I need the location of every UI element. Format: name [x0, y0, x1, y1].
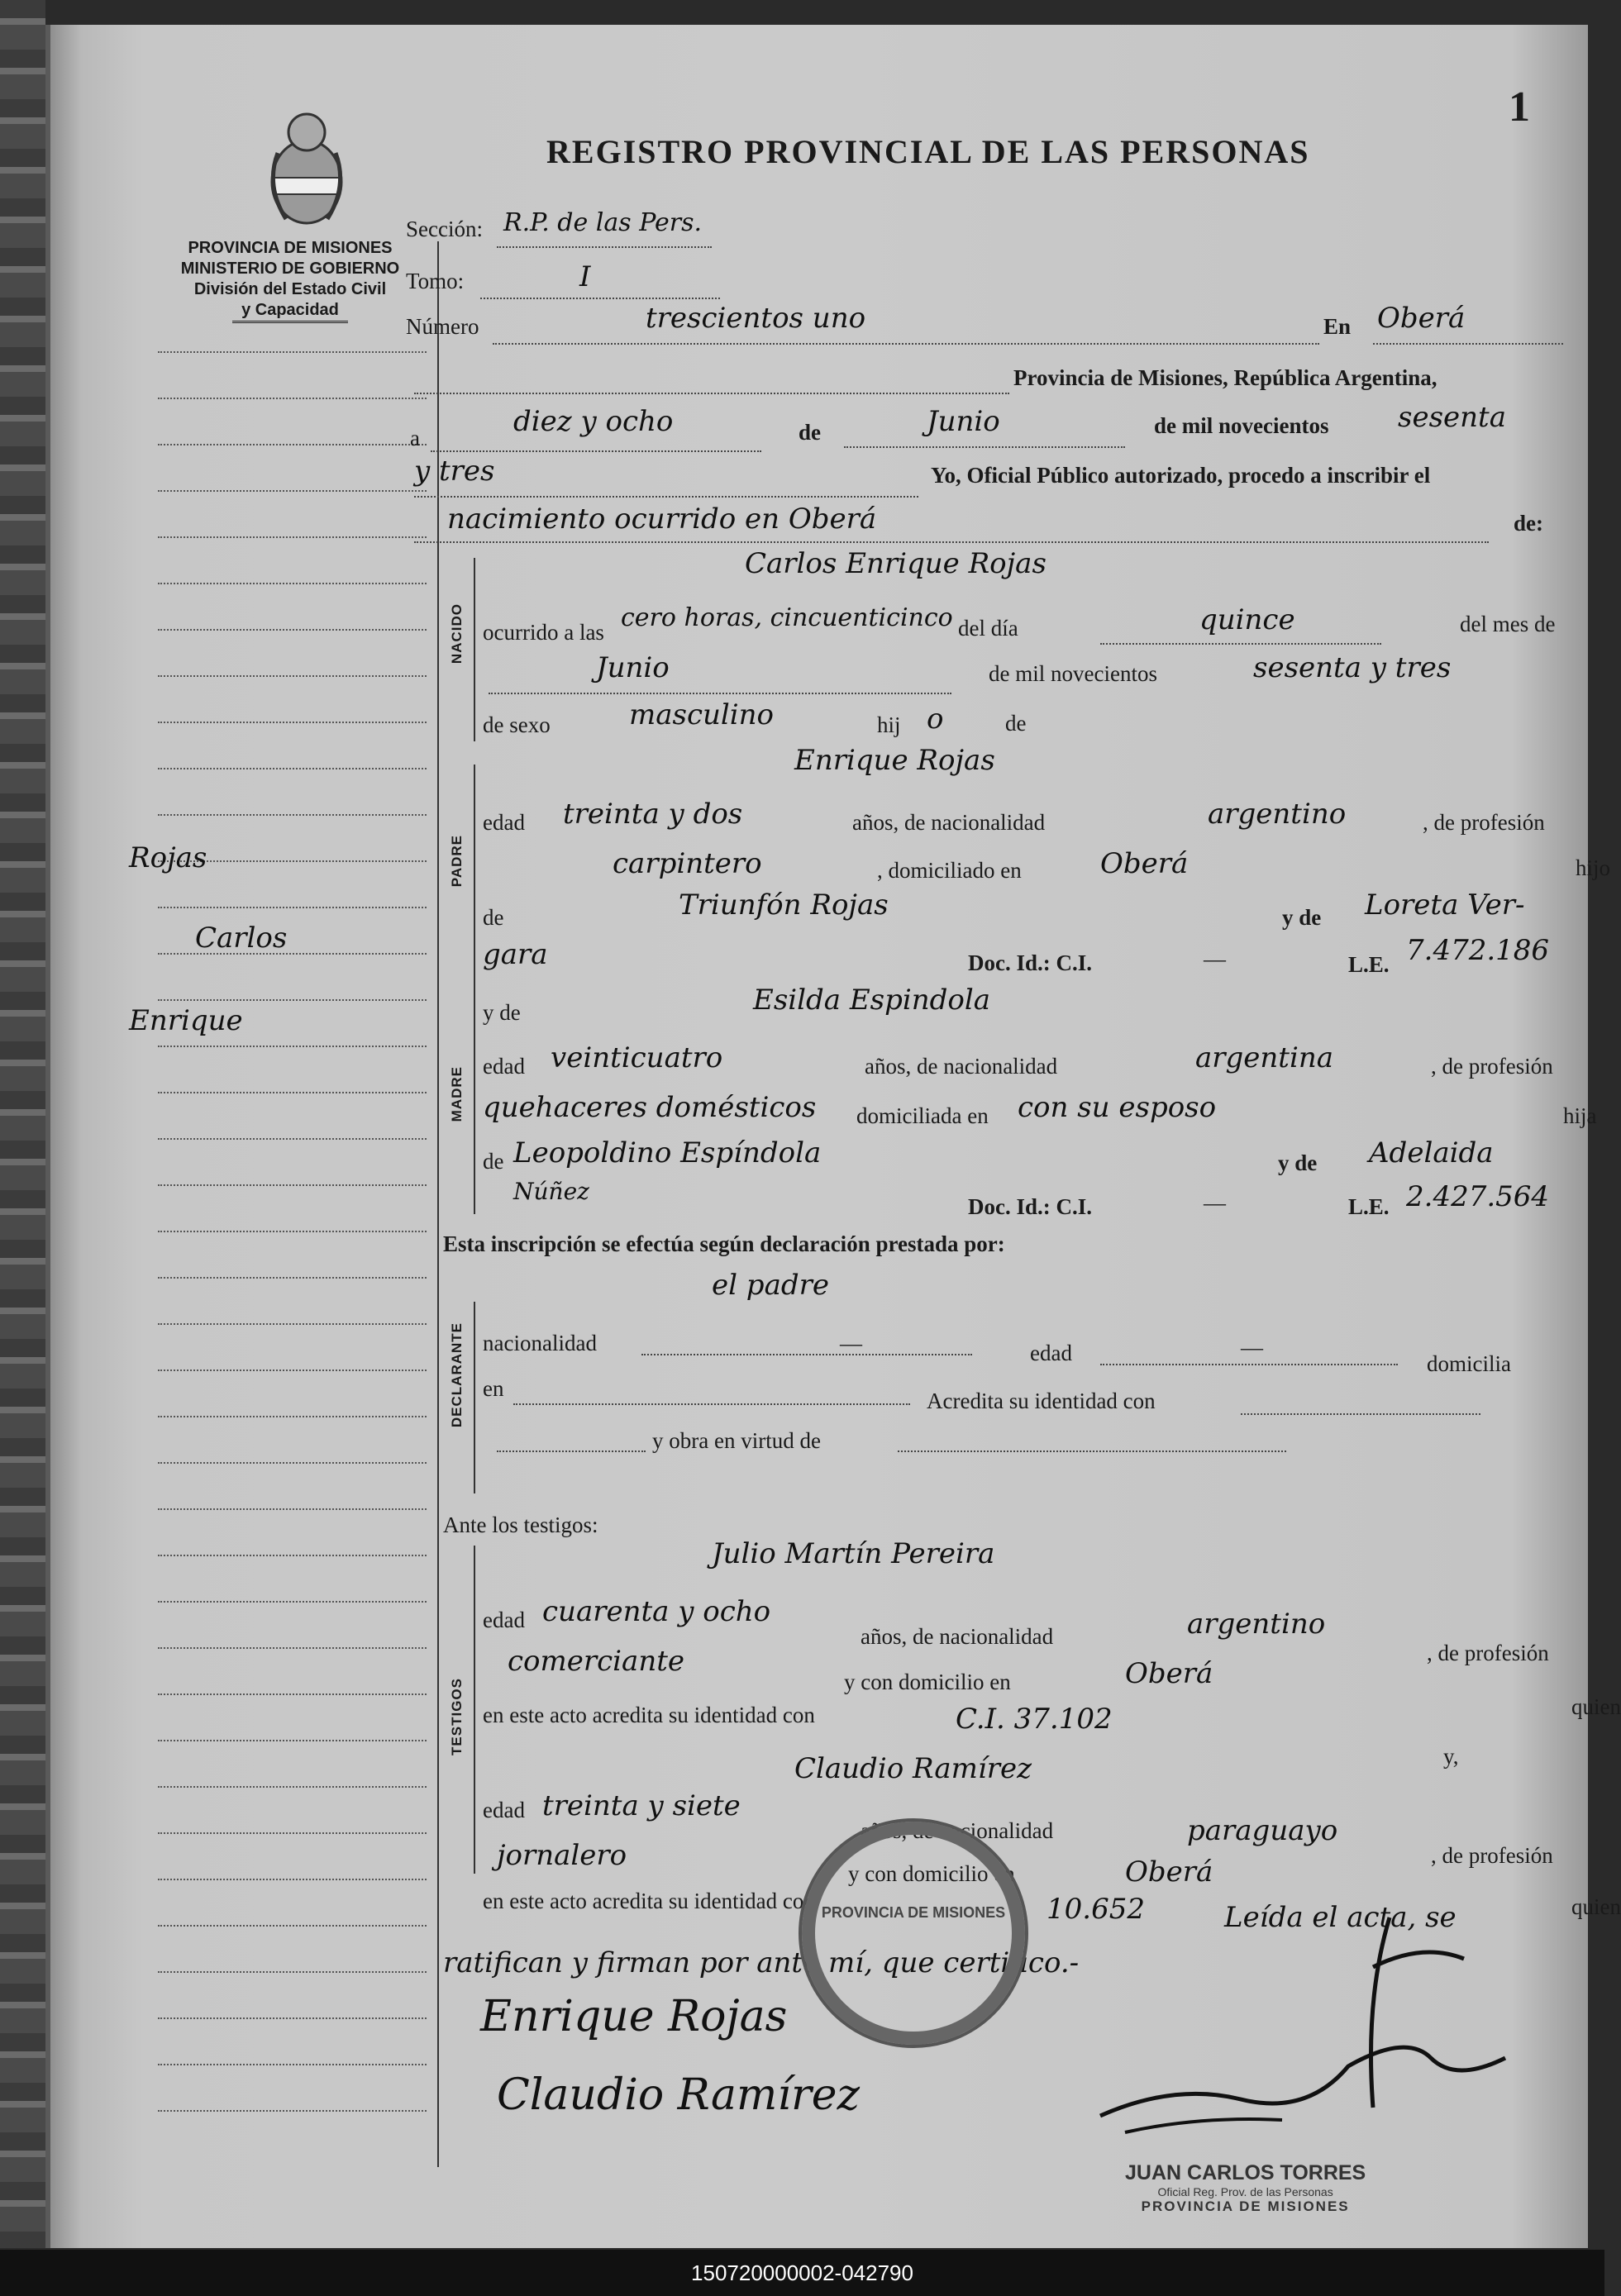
madre-section	[474, 993, 475, 1214]
testigo2-profesion-label: , de profesión	[1431, 1843, 1553, 1868]
testigo1-edad-label: edad	[483, 1608, 525, 1632]
testigo1-edad: cuarenta y ocho	[542, 1595, 771, 1628]
provincia-text: Provincia de Misiones, República Argentina,	[1013, 365, 1437, 390]
madre-edad: veinticuatro	[551, 1041, 723, 1074]
testigo1-y-label: y,	[1443, 1744, 1459, 1769]
fecha-dia-line	[431, 450, 761, 452]
decl-domicilia-label: domicilia	[1427, 1351, 1511, 1376]
nacido-section	[474, 558, 475, 741]
hij-suffix: o	[927, 703, 944, 736]
decl-obra-label: y obra en virtud de	[652, 1428, 821, 1453]
decl-edad-line	[1100, 1364, 1398, 1365]
margin-dotted-line	[158, 1184, 427, 1186]
testigo1-profesion: comerciante	[508, 1645, 684, 1678]
madre-doc-label: Doc. Id.: C.I.	[968, 1194, 1093, 1219]
margin-dotted-line	[158, 1370, 427, 1371]
testigo2-edad: treinta y siete	[542, 1789, 741, 1822]
de-label: de	[799, 420, 821, 445]
madre-domicilio-label: domiciliada en	[856, 1103, 989, 1128]
testigos-section	[474, 1546, 475, 1874]
nacido-sexo: masculino	[629, 698, 775, 731]
padre-le: 7.472.186	[1406, 934, 1550, 967]
official-signature-icon	[1075, 1868, 1555, 2182]
margin-note-first-name: Carlos	[195, 922, 288, 955]
official-stamp-block	[1125, 2161, 1366, 2215]
margin-dotted-line	[158, 1046, 427, 1047]
madre-doc-ci: —	[1204, 1190, 1226, 1215]
margin-note-surname: Rojas	[129, 841, 207, 874]
madre-y-de-label: y de	[483, 1000, 521, 1025]
margin-dotted-line	[158, 444, 427, 445]
padre-domicilio-label: , domiciliado en	[877, 858, 1022, 883]
en-label: En	[1323, 314, 1352, 339]
seccion-value: R.P. de las Pers.	[503, 208, 703, 237]
madre-edad-label: edad	[483, 1054, 525, 1079]
numero-label: Número	[406, 314, 479, 339]
margin-dotted-line	[158, 583, 427, 584]
margin-dotted-line	[158, 1416, 427, 1417]
testigos-section-label: TESTIGOS	[449, 1678, 465, 1755]
declarante-nombre: el padre	[712, 1269, 829, 1302]
inscribir-line	[414, 541, 1489, 543]
nacido-anio: sesenta y tres	[1253, 651, 1452, 684]
fecha-mes: Junio	[927, 405, 1000, 438]
margin-dotted-line	[158, 1925, 427, 1927]
nacido-mes-line	[489, 693, 951, 694]
en-line	[1373, 343, 1563, 345]
agency-block	[166, 238, 414, 323]
a-label: a	[410, 426, 420, 450]
margin-dotted-line	[158, 1693, 427, 1695]
sexo-label: de sexo	[483, 712, 551, 737]
margin-dotted-line	[158, 1832, 427, 1834]
margin-dotted-line	[158, 1323, 427, 1325]
margin-dotted-line	[158, 1231, 427, 1232]
official-seal	[799, 1818, 1028, 2048]
margin-rule	[437, 241, 439, 2167]
padre-anos-label: años, de nacionalidad	[852, 810, 1046, 835]
decl-acredita-line	[1241, 1413, 1480, 1415]
nacido-hora: cero horas, cincuenticinco	[621, 603, 953, 632]
madre-padre-de: Leopoldino Espíndola	[513, 1136, 822, 1169]
official-name: JUAN CARLOS TORRES	[1125, 2161, 1366, 2184]
margin-dotted-line	[158, 1601, 427, 1603]
margin-dotted-line	[158, 398, 427, 399]
madre-domicilio: con su esposo	[1018, 1091, 1217, 1124]
official-title: Oficial Reg. Prov. de las Personas	[1157, 2185, 1333, 2198]
del-dia-label: del día	[958, 616, 1018, 641]
coat-of-arms-icon	[261, 103, 352, 227]
yo-text: Yo, Oficial Público autorizado, procedo a inscribir el	[931, 463, 1431, 488]
margin-dotted-line	[158, 1092, 427, 1093]
margin-note-middle-name: Enrique	[129, 1004, 243, 1037]
margin-dotted-line	[158, 1277, 427, 1279]
margin-dotted-line	[158, 1508, 427, 1510]
signature-witness: Claudio Ramírez	[497, 2070, 860, 2120]
testigo2-domicilio-label: y con domicilio en	[848, 1861, 1015, 1886]
decl-acredita-label: Acredita su identidad con	[927, 1389, 1156, 1413]
provincia-line	[414, 393, 1009, 394]
seccion-label: Sección:	[406, 217, 483, 241]
anio-line	[414, 496, 918, 498]
padre-doc-label: Doc. Id.: C.I.	[968, 950, 1093, 975]
decl-en-line	[513, 1403, 910, 1405]
declaracion-text: Esta inscripción se efectúa según declaración prestada por:	[443, 1231, 1005, 1256]
agency-province: PROVINCIA DE MISIONES	[188, 239, 393, 257]
book-binding	[0, 0, 45, 2248]
fecha-dia: diez y ocho	[513, 405, 674, 438]
del-mes-label: del mes de	[1460, 612, 1556, 636]
decl-nacionalidad-label: nacionalidad	[483, 1331, 597, 1355]
margin-dotted-line	[158, 1879, 427, 1880]
padre-section	[474, 765, 475, 993]
padre-edad-label: edad	[483, 810, 525, 835]
nacido-dia: quince	[1199, 603, 1295, 636]
nacido-de-label: de	[1005, 711, 1027, 736]
padre-nacionalidad: argentino	[1208, 798, 1347, 831]
margin-dotted-line	[158, 768, 427, 769]
agency-division: División del Estado Civil	[193, 280, 387, 298]
margin-dotted-line	[158, 722, 427, 723]
testigo1-profesion-label: , de profesión	[1427, 1641, 1549, 1665]
nacido-mil-label: de mil novecientos	[989, 661, 1157, 686]
testigo2-anos-label: años, de nacionalidad	[861, 1818, 1054, 1843]
madre-madre-de-2: Núñez	[513, 1178, 589, 1205]
fecha-anio-1: sesenta	[1398, 401, 1506, 434]
decl-obra-line	[898, 1450, 1286, 1452]
inscribir-value: nacimiento ocurrido en Oberá	[447, 503, 877, 536]
tomo-line	[480, 298, 720, 299]
padre-domicilio: Oberá	[1100, 847, 1189, 880]
seal-text: PROVINCIA DE MISIONES	[821, 1904, 1006, 1921]
en-value: Oberá	[1377, 302, 1466, 335]
margin-dotted-line	[158, 907, 427, 908]
padre-profesion: carpintero	[613, 847, 762, 880]
testigo1-nombre: Julio Martín Pereira	[712, 1537, 995, 1570]
madre-de-label: de	[483, 1149, 504, 1174]
closing-line-2: ratifican y firman por ante mí, que certifico.-	[443, 1946, 1080, 1979]
madre-hija-label: hija	[1563, 1103, 1597, 1128]
padre-hijo-label: hijo	[1576, 855, 1611, 880]
padre-y-de-label: y de	[1282, 905, 1322, 930]
margin-dotted-line	[158, 629, 427, 631]
margin-dotted-line	[158, 1647, 427, 1649]
margin-dotted-line	[158, 2017, 427, 2019]
testigos-ante-label: Ante los testigos:	[443, 1512, 598, 1537]
testigo2-domicilio: Oberá	[1125, 1855, 1213, 1889]
testigo2-edad-label: edad	[483, 1798, 525, 1822]
register-page	[45, 25, 1621, 2248]
decl-en-label: en	[483, 1376, 504, 1401]
madre-nombre: Esilda Espindola	[753, 984, 991, 1017]
page-number: 1	[1509, 83, 1530, 131]
hij-label: hij	[877, 712, 901, 737]
fecha-anio-2: y tres	[414, 455, 495, 488]
madre-le-label: L.E.	[1348, 1194, 1390, 1219]
agency-ministry: MINISTERIO DE GOBIERNO	[180, 260, 400, 278]
testigo1-doc: C.I. 37.102	[956, 1703, 1113, 1736]
closing-line-1: Leída el acta, se	[1224, 1901, 1457, 1934]
margin-dotted-line	[158, 1971, 427, 1973]
fecha-mes-line	[844, 446, 1125, 448]
mil-label: de mil novecientos	[1154, 413, 1329, 438]
seccion-line	[497, 246, 712, 248]
testigo1-domicilio: Oberá	[1125, 1657, 1213, 1690]
testigo2-acredita-label: en este acto acredita su identidad con	[483, 1889, 815, 1913]
madre-section-label: MADRE	[449, 1066, 465, 1122]
padre-le-label: L.E.	[1348, 952, 1390, 977]
padre-profesion-label: , de profesión	[1423, 810, 1545, 835]
testigo1-nacionalidad: argentino	[1187, 1608, 1326, 1641]
agency-capacity: y Capacidad	[232, 300, 348, 323]
margin-dotted-line	[158, 1740, 427, 1741]
tomo-label: Tomo:	[406, 269, 465, 293]
nacido-nombre: Carlos Enrique Rojas	[745, 547, 1046, 580]
declarante-section-label: DECLARANTE	[449, 1322, 465, 1428]
testigo1-acredita-label: en este acto acredita su identidad con	[483, 1703, 815, 1727]
madre-anos-label: años, de nacionalidad	[865, 1054, 1058, 1079]
testigo1-quien-label: quien	[1571, 1694, 1621, 1719]
numero-value: trescientos uno	[646, 302, 866, 335]
margin-dotted-line	[158, 536, 427, 538]
de2-label: de:	[1514, 511, 1543, 536]
testigo2-profesion: jornalero	[497, 1839, 627, 1872]
madre-nacionalidad: argentina	[1195, 1041, 1334, 1074]
tomo-value: I	[579, 260, 591, 293]
padre-padre-de: Triunfón Rojas	[679, 888, 889, 922]
madre-y-de2-label: y de	[1278, 1150, 1318, 1175]
nacido-dia-line	[1100, 643, 1381, 645]
margin-dotted-line	[158, 1555, 427, 1556]
testigo2-nombre: Claudio Ramírez	[794, 1752, 1032, 1785]
document-code: 150720000002-042790	[0, 2250, 1604, 2296]
decl-nacionalidad-line	[641, 1354, 972, 1355]
margin-dotted-line	[158, 2064, 427, 2065]
padre-madre-de-2: gara	[483, 938, 548, 971]
decl-edad-label: edad	[1030, 1341, 1072, 1365]
padre-doc-ci: —	[1204, 946, 1226, 971]
decl-nacionalidad-dash: —	[840, 1331, 862, 1355]
margin-dotted-line	[158, 675, 427, 677]
padre-madre-de-1: Loreta Ver-	[1365, 888, 1525, 922]
document-title: REGISTRO PROVINCIAL DE LAS PERSONAS	[546, 133, 1310, 170]
madre-profesion-label: , de profesión	[1431, 1054, 1553, 1079]
testigo1-anos-label: años, de nacionalidad	[861, 1624, 1054, 1649]
margin-dotted-line	[158, 1786, 427, 1788]
margin-dotted-line	[158, 814, 427, 816]
margin-dotted-line	[158, 2110, 427, 2112]
decl-obra-pre-line	[497, 1450, 646, 1452]
signature-father: Enrique Rojas	[480, 1992, 788, 2041]
padre-de-label: de	[483, 905, 504, 930]
official-province: PROVINCIA DE MISIONES	[1141, 2198, 1350, 2214]
madre-madre-de-1: Adelaida	[1369, 1136, 1494, 1169]
margin-dotted-line	[158, 1138, 427, 1140]
margin-dotted-line	[158, 1462, 427, 1464]
testigo2-quien-label: quien	[1571, 1894, 1621, 1919]
padre-nombre: Enrique Rojas	[794, 744, 995, 777]
madre-le: 2.427.564	[1406, 1180, 1550, 1213]
padre-section-label: PADRE	[449, 835, 465, 888]
nacido-mes: Junio	[596, 651, 670, 684]
declarante-section	[474, 1302, 475, 1493]
numero-line	[493, 343, 1319, 345]
margin-dotted-line	[158, 351, 427, 353]
testigo2-nacionalidad: paraguayo	[1187, 1814, 1338, 1847]
padre-edad: treinta y dos	[563, 798, 743, 831]
decl-edad-dash: —	[1241, 1335, 1263, 1360]
nacido-section-label: NACIDO	[449, 603, 465, 665]
testigo2-doc: 10.652	[1046, 1893, 1145, 1926]
margin-dotted-line	[158, 490, 427, 492]
margin-dotted-line	[158, 999, 427, 1001]
madre-profesion: quehaceres domésticos	[483, 1091, 817, 1124]
ocurrido-label: ocurrido a las	[483, 620, 604, 645]
testigo1-domicilio-label: y con domicilio en	[844, 1670, 1011, 1694]
